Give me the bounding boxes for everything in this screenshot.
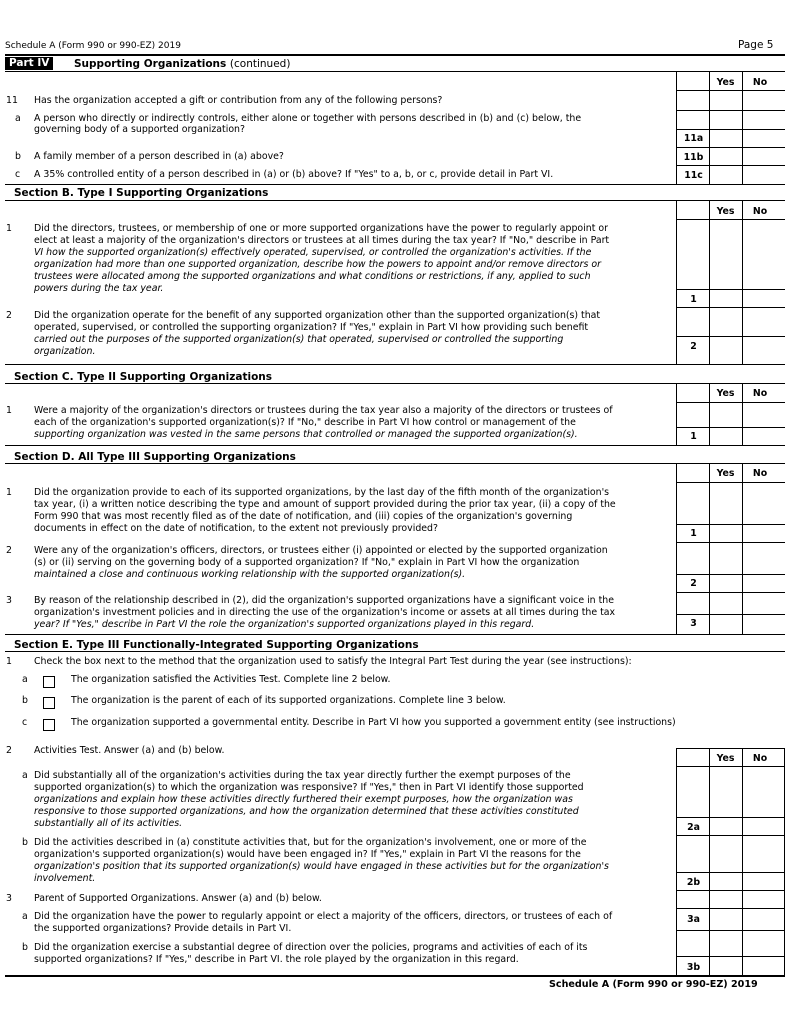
- q11c-letter: c: [15, 169, 21, 180]
- yes-column-header: Yes: [716, 388, 735, 399]
- grid-line: [676, 147, 785, 148]
- grid-line: [676, 402, 785, 403]
- q11b-tag: 11b: [683, 152, 704, 163]
- q2b-line: organization's supported organization(s) would have been engaged in? If "Yes," explain in Part VI the reasons for the: [34, 849, 581, 860]
- q11a-tag: 11a: [683, 133, 704, 144]
- section-b-q2-line: operated, supervised, or controlled the supporting organization? If "Yes," explain in Part VI how providing such benefit: [34, 322, 589, 333]
- grid-line: [676, 908, 785, 909]
- grid-line: [676, 165, 785, 166]
- section-d-q3-line: year? If "Yes," describe in Part VI the role the organization's supported organizations played in this regard.: [34, 619, 535, 630]
- q3a-letter: a: [22, 911, 28, 922]
- grid-line: [676, 872, 785, 873]
- part-title-suffix: (continued): [229, 58, 291, 70]
- section-d-q1-line: tax year, (i) a written notice describing the type and amount of support provided during the prior tax year, (ii) a copy of the: [34, 499, 616, 510]
- section-b-q2-number: 2: [6, 310, 12, 321]
- section-rule: [5, 184, 785, 185]
- grid-line: [742, 464, 743, 634]
- grid-line: [676, 427, 785, 428]
- grid-line: [676, 890, 785, 891]
- footer-form-id: Schedule A (Form 990 or 990-EZ) 2019: [549, 979, 758, 990]
- section-d-title: Section D. All Type III Supporting Organizations: [14, 451, 296, 463]
- section-rule: [5, 463, 785, 464]
- grid-line: [676, 336, 785, 337]
- q2b-letter: b: [22, 837, 28, 848]
- grid-line: [676, 464, 677, 634]
- grid-line: [742, 201, 743, 364]
- option-b-letter: b: [22, 695, 28, 706]
- section-d-q1-tag: 1: [690, 528, 697, 539]
- option-c-text: The organization supported a governmental entity. Describe in Part VI how you supported a government entity (see instructions): [71, 717, 676, 728]
- grid-line: [676, 72, 677, 184]
- option-c-letter: c: [22, 717, 28, 728]
- yes-column-header: Yes: [716, 206, 735, 217]
- section-b-title: Section B. Type I Supporting Organizations: [14, 187, 269, 199]
- part-title-text: Supporting Organizations: [74, 58, 227, 70]
- q11a-line: A person who directly or indirectly controls, either alone or together with persons described in (b) and (c) below, the: [34, 113, 582, 124]
- part-rule: [5, 71, 785, 72]
- page-number-text: Page 5: [738, 39, 774, 51]
- section-e-q3-number: 3: [6, 893, 12, 904]
- grid-line: [709, 201, 710, 364]
- grid-line: [784, 748, 785, 976]
- section-e-title: Section E. Type III Functionally-Integrated Supporting Organizations: [14, 639, 419, 651]
- section-d-q2-line: (s) or (ii) serving on the governing body of a supported organization? If "No," explain in Part VI how the organization: [34, 557, 580, 568]
- no-column-header: No: [752, 388, 768, 399]
- q2b-line: involvement.: [34, 873, 96, 884]
- q2b-tag: 2b: [686, 877, 701, 888]
- grid-line: [676, 614, 785, 615]
- grid-line: [676, 592, 785, 593]
- no-column-header: No: [752, 468, 768, 479]
- no-column-header: No: [752, 206, 768, 217]
- grid-line: [676, 835, 785, 836]
- q2a-line: organizations and explain how these activities directly furthered their exempt purposes, how the organization was: [34, 794, 573, 805]
- grid-line: [709, 72, 710, 184]
- option-a-checkbox[interactable]: [43, 676, 55, 688]
- section-d-q1-line: Form 990 that was most recently filed as of the date of notification, and (iii) copies of the organization's governing: [34, 511, 573, 522]
- section-rule: [5, 200, 785, 201]
- section-d-q3-number: 3: [6, 595, 12, 606]
- section-d-q2-number: 2: [6, 545, 12, 556]
- section-c-q1-number: 1: [6, 405, 12, 416]
- section-b-q1-line: powers during the tax year.: [34, 283, 164, 294]
- option-a-letter: a: [22, 674, 28, 685]
- section-c-q1-line: each of the organization's supported organization(s)? If "No," describe in Part VI how control or management of the: [34, 417, 576, 428]
- grid-line: [676, 289, 785, 290]
- q3a-line: Did the organization have the power to regularly appoint or elect a majority of the officers, directors, or trustees of each of: [34, 911, 613, 922]
- section-e-q1-text: Check the box next to the method that the organization used to satisfy the Integral Part Test during the year (see instructions):: [34, 656, 632, 667]
- section-rule: [5, 651, 785, 652]
- section-d-q3-line: organization's investment policies and in directing the use of the organization's income or assets at all times during the tax: [34, 607, 616, 618]
- grid-line: [676, 129, 785, 130]
- section-b-q2-tag: 2: [690, 341, 697, 352]
- no-column-header: No: [752, 753, 768, 764]
- grid-line: [676, 524, 785, 525]
- q11-number: 11: [6, 95, 18, 106]
- section-c-q1-tag: 1: [690, 431, 697, 442]
- grid-line: [676, 766, 785, 767]
- section-rule: [5, 634, 785, 635]
- section-b-q2-line: carried out the purposes of the supported organization(s) that operated, supervised or controlled the supporting: [34, 334, 564, 345]
- section-e-q2-number: 2: [6, 745, 12, 756]
- grid-line: [709, 464, 710, 634]
- yes-column-header: Yes: [716, 77, 735, 88]
- section-rule: [5, 364, 785, 365]
- section-e-q1-number: 1: [6, 656, 12, 667]
- option-b-checkbox[interactable]: [43, 697, 55, 709]
- section-rule: [5, 383, 785, 384]
- yes-column-header: Yes: [716, 468, 735, 479]
- header-rule: [5, 54, 785, 56]
- q2a-tag: 2a: [687, 822, 700, 833]
- section-e-q2-text: Activities Test. Answer (a) and (b) below.: [34, 745, 225, 756]
- option-b-text: The organization is the parent of each of its supported organizations. Complete line 3 below.: [71, 695, 506, 706]
- section-e-q3-text: Parent of Supported Organizations. Answer (a) and (b) below.: [34, 893, 322, 904]
- q11a-line: governing body of a supported organization?: [34, 124, 245, 135]
- section-b-q2-line: organization.: [34, 346, 96, 357]
- section-c-title: Section C. Type II Supporting Organizations: [14, 371, 273, 383]
- section-d-q2-line: Were any of the organization's officers, directors, or trustees either (i) appointed or elected by the supported organization: [34, 545, 608, 556]
- part-title: [74, 58, 290, 70]
- grid-line: [742, 748, 743, 976]
- q3b-letter: b: [22, 942, 28, 953]
- q2b-line: organization's position that its supported organization(s) would have engaged in these activities but for the organization's: [34, 861, 609, 872]
- q11-text: Has the organization accepted a gift or contribution from any of the following persons?: [34, 95, 443, 106]
- page-number: [738, 40, 773, 50]
- option-a-text: The organization satisfied the Activities Test. Complete line 2 below.: [71, 674, 391, 685]
- grid-line: [676, 930, 785, 931]
- grid-line: [676, 110, 785, 111]
- grid-line: [676, 219, 785, 220]
- section-b-q1-line: elect at least a majority of the organization's directors or trustees at all times during the tax year? If "No," describe in Part: [34, 235, 610, 246]
- section-d-q3-tag: 3: [690, 618, 697, 629]
- grid-line: [676, 482, 785, 483]
- section-b-q2-line: Did the organization operate for the benefit of any supported organization other than the supported organization(s) that: [34, 310, 601, 321]
- q2a-letter: a: [22, 770, 28, 781]
- q11c-text: A 35% controlled entity of a person described in (a) or (b) above? If "Yes" to a, b, or c, provide detail in Part VI.: [34, 169, 554, 180]
- q2a-line: responsive to those supported organizations, and how the organization determined that these activities constituted: [34, 806, 579, 817]
- section-b-q1-tag: 1: [690, 294, 697, 305]
- grid-line: [676, 574, 785, 575]
- grid-line: [676, 201, 677, 364]
- q11a-letter: a: [15, 113, 21, 124]
- section-d-q2-line: maintained a close and continuous working relationship with the supported organization(s).: [34, 569, 466, 580]
- section-b-q1-line: trustees were allocated among the supported organizations and what conditions or restrictions, if any, applied to such: [34, 271, 591, 282]
- q3a-line: the supported organizations? Provide details in Part VI.: [34, 923, 292, 934]
- q3a-tag: 3a: [687, 914, 700, 925]
- q11b-letter: b: [15, 151, 21, 162]
- grid-line: [676, 90, 785, 91]
- q3b-tag: 3b: [686, 962, 701, 973]
- grid-line: [676, 748, 785, 749]
- grid-line: [676, 748, 677, 976]
- q2b-line: Did the activities described in (a) constitute activities that, but for the organization's involvement, one or more of the: [34, 837, 587, 848]
- section-b-q1-number: 1: [6, 223, 12, 234]
- section-b-q1-line: Did the directors, trustees, or membership of one or more supported organizations have the power to regularly appoint or: [34, 223, 608, 234]
- section-c-q1-line: supporting organization was vested in the same persons that controlled or managed the supported organization(s).: [34, 429, 578, 440]
- section-rule: [5, 445, 785, 446]
- grid-line: [742, 72, 743, 184]
- no-column-header: No: [752, 77, 768, 88]
- q2a-line: substantially all of its activities.: [34, 818, 183, 829]
- q3b-line: Did the organization exercise a substantial degree of direction over the policies, programs and activities of each of its: [34, 942, 588, 953]
- q2a-line: Did substantially all of the organization's activities during the tax year directly further the exempt purposes of the: [34, 770, 571, 781]
- yes-column-header: Yes: [716, 753, 735, 764]
- footer-rule: [5, 975, 785, 977]
- grid-line: [676, 307, 785, 308]
- q2a-line: supported organization(s) to which the organization was responsive? If "Yes," then in Part VI identify those supported: [34, 782, 584, 793]
- grid-line: [676, 542, 785, 543]
- section-d-q3-line: By reason of the relationship described in (2), did the organization's supported organizations have a significant voice in the: [34, 595, 614, 606]
- section-d-q2-tag: 2: [690, 578, 697, 589]
- option-c-checkbox[interactable]: [43, 719, 55, 731]
- grid-line: [676, 817, 785, 818]
- section-d-q1-number: 1: [6, 487, 12, 498]
- q11b-text: A family member of a person described in (a) above?: [34, 151, 284, 162]
- q3b-line: supported organizations? If "Yes," describe in Part VI. the role played by the organization in this regard.: [34, 954, 519, 965]
- section-b-q1-line: VI how the supported organization(s) effectively operated, supervised, or controlled the organization's activities. If the: [34, 247, 592, 258]
- form-header-id: Schedule A (Form 990 or 990-EZ) 2019: [5, 41, 181, 51]
- grid-line: [676, 956, 785, 957]
- q11c-tag: 11c: [684, 170, 703, 181]
- section-d-q1-line: Did the organization provide to each of its supported organizations, by the last day of the fifth month of the organization's: [34, 487, 610, 498]
- part-label: Part IV: [5, 57, 53, 70]
- section-c-q1-line: Were a majority of the organization's directors or trustees during the tax year also a majority of the directors or trustees of: [34, 405, 613, 416]
- section-b-q1-line: organization had more than one supported organization, describe how the powers to appoint and/or remove directors or: [34, 259, 601, 270]
- grid-line: [709, 748, 710, 976]
- section-d-q1-line: documents in effect on the date of notification, to the extent not previously provided?: [34, 523, 438, 534]
